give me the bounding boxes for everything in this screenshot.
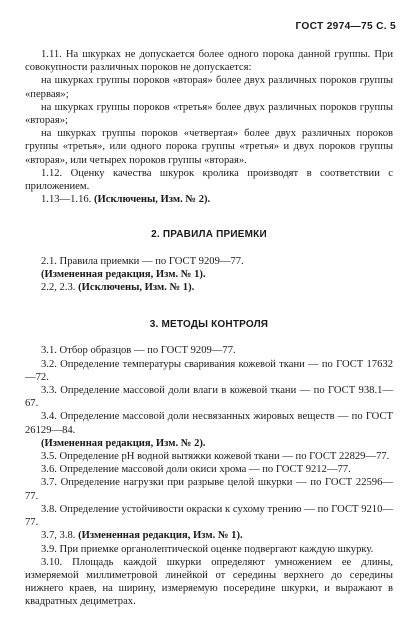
paragraph-2-2-2-3 (25, 281, 393, 294)
paragraph-3-4: 3.4. Определение массовой доли несвязанных жировых веществ — по ГОСТ 26129—84. (25, 411, 393, 436)
section-2 (25, 255, 393, 295)
paragraph-3-1: 3.1. Отбор образцов — по ГОСТ 9209—77. (41, 345, 236, 357)
paragraph-3-6: 3.6. Определение массовой доли окиси хрома — по ГОСТ 9212—77. (41, 464, 351, 476)
amendment-note: (Измененная редакция, Изм. № 1). (41, 268, 206, 280)
paragraph-3-8: 3.8. Определение устойчивости окраски к сухому трению — по ГОСТ 9210—77. (25, 503, 393, 529)
paragraph-3-3: 3.3. Определение массовой доли влаги в кожевой ткани — по ГОСТ 938.1—67. (25, 385, 393, 410)
paragraph-1-12: 1.12. Оценку качества шкурок кролика производят в соответствии с приложением. (25, 167, 393, 193)
section-2-title: 2. ПРАВИЛА ПРИЕМКИ (151, 229, 267, 241)
paragraph-number: 3.7, 3.8. (41, 530, 76, 542)
paragraph-3-7-3-8-note (25, 529, 393, 542)
section-1-continuation (25, 48, 393, 206)
paragraph-2-1: 2.1. Правила приемки — по ГОСТ 9209—77. (41, 255, 244, 267)
paragraph-1-13-1-16 (25, 193, 393, 206)
paragraph-3-2: 3.2. Определение температуры сваривания кожевой ткани — по ГОСТ 17632—72. (25, 358, 393, 383)
document-body (25, 48, 393, 609)
section-3-title: 3. МЕТОДЫ КОНТРОЛЯ (149, 319, 269, 331)
paragraph-1-11-item-3: на шкурках группы пороков «четвертая» более двух различных пороков группы «третья», или одного порока группы «третья» и двух пороков группы «вторая», или четырех пороков группы «вторая». (25, 128, 393, 166)
amendment-note: (Исключены, Изм. № 2). (93, 194, 211, 206)
section-3 (25, 344, 393, 608)
paragraph-1-11: 1.11. На шкурках не допускается более одного порока данной группы. При совокупности различных пороков не допускается: (25, 49, 393, 74)
paragraph-1-11-item-1: на шкурках группы пороков «вторая» более двух различных пороков группы «первая»; (25, 75, 393, 100)
paragraph-number: 1.13—1.16. (41, 194, 92, 206)
paragraph-3-7: 3.7. Определение нагрузки при разрыве целой шкурки — по ГОСТ 22596—77. (25, 477, 393, 502)
amendment-note: (Измененная редакция, Изм. № 2). (41, 437, 206, 449)
paragraph-3-5: 3.5. Определение pH водной вытяжки кожевой ткани — по ГОСТ 22829—77. (41, 451, 390, 463)
amendment-note: (Исключены, Изм. № 1). (78, 282, 195, 294)
paragraph-3-10: 3.10. Площадь каждой шкурки определяют умножением ее длины, измеряемой миллиметровой линейкой от середины верхнего до середины нижнего краев, на ширину, измеряемую посередине шкурки, и выражают в квадратных дециметрах. (25, 556, 393, 608)
paragraph-1-11-item-2: на шкурках группы пороков «третья» более двух различных пороков группы «вторая»; (25, 101, 393, 127)
page-header: ГОСТ 2974—75 С. 5 (295, 21, 396, 32)
paragraph-3-9: 3.9. При приемке органолептической оценке подвергают каждую шкурку. (41, 543, 374, 555)
paragraph-number: 2.2, 2.3. (41, 282, 76, 294)
amendment-note: (Измененная редакция, Изм. № 1). (78, 530, 243, 542)
